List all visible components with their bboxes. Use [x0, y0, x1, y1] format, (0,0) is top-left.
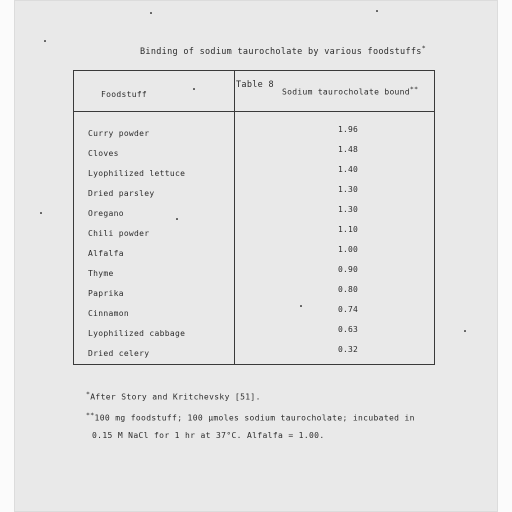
foodstuff-cell: Lyophilized lettuce: [88, 169, 186, 178]
foodstuff-cell: Cinnamon: [88, 309, 129, 318]
foodstuff-cell: Paprika: [88, 289, 124, 298]
bound-value-cell: 0.80: [338, 285, 359, 294]
table-row: [74, 245, 434, 269]
header-rule: [74, 111, 434, 112]
table-row: [74, 185, 434, 209]
footnote-2-mark: **: [86, 411, 95, 419]
bound-value-cell: 1.30: [338, 185, 359, 194]
bound-value-cell: 1.00: [338, 245, 359, 254]
bound-value-cell: 0.74: [338, 305, 359, 314]
column-header-foodstuff: Foodstuff: [101, 90, 148, 99]
foodstuff-cell: Chili powder: [88, 229, 150, 238]
scan-speck: [176, 218, 178, 220]
foodstuff-cell: Lyophilized cabbage: [88, 329, 186, 338]
scan-speck: [40, 212, 42, 214]
scan-speck: [300, 305, 302, 307]
table-row: [74, 125, 434, 149]
caption-footnote-mark: *: [421, 44, 426, 52]
scan-speck: [150, 12, 152, 14]
footnote-3: 0.15 M NaCl for 1 hr at 37°C. Alfalfa = 1.00.: [92, 431, 325, 440]
table-row: [74, 145, 434, 169]
foodstuff-cell: Dried parsley: [88, 189, 155, 198]
scan-speck: [44, 40, 46, 42]
table-row: [74, 325, 434, 349]
foodstuff-cell: Cloves: [88, 149, 119, 158]
footnote-1-mark: *: [86, 390, 91, 398]
table-row: [74, 205, 434, 229]
foodstuff-cell: Oregano: [88, 209, 124, 218]
footnote-2-text: 100 mg foodstuff; 100 µmoles sodium taurocholate; incubated in: [94, 413, 415, 423]
table-row: [74, 165, 434, 189]
column-header-bound-text: Sodium taurocholate bound: [282, 87, 410, 97]
column-header-bound: [282, 85, 418, 97]
bound-value-cell: 1.48: [338, 145, 359, 154]
table-row: [74, 265, 434, 289]
data-table: [73, 70, 435, 365]
bound-value-cell: 1.10: [338, 225, 359, 234]
table-row: [74, 285, 434, 309]
table-caption: [140, 44, 426, 57]
foodstuff-cell: Thyme: [88, 269, 114, 278]
bound-value-cell: 1.30: [338, 205, 359, 214]
table-label: Table 8: [236, 80, 274, 90]
scan-speck: [464, 330, 466, 332]
caption-text: Binding of sodium taurocholate by various foodstuffs: [140, 46, 422, 57]
table-row: [74, 305, 434, 329]
scan-speck: [193, 88, 195, 90]
footnote-1-text: After Story and Kritchevsky [51].: [90, 392, 261, 402]
foodstuff-cell: Curry powder: [88, 129, 150, 138]
bound-value-cell: 1.96: [338, 125, 359, 134]
bound-value-cell: 1.40: [338, 165, 359, 174]
column-header-bound-mark: **: [409, 85, 419, 93]
bound-value-cell: 0.63: [338, 325, 359, 334]
bound-value-cell: 0.32: [338, 345, 359, 354]
page-margin-left: [0, 0, 14, 512]
foodstuff-cell: Alfalfa: [88, 249, 124, 258]
bound-value-cell: 0.90: [338, 265, 359, 274]
table-row: [74, 345, 434, 369]
table-row: [74, 225, 434, 249]
foodstuff-cell: Dried celery: [88, 349, 150, 358]
scan-speck: [376, 10, 378, 12]
page-margin-right: [498, 0, 512, 512]
footnotes: [86, 384, 415, 440]
